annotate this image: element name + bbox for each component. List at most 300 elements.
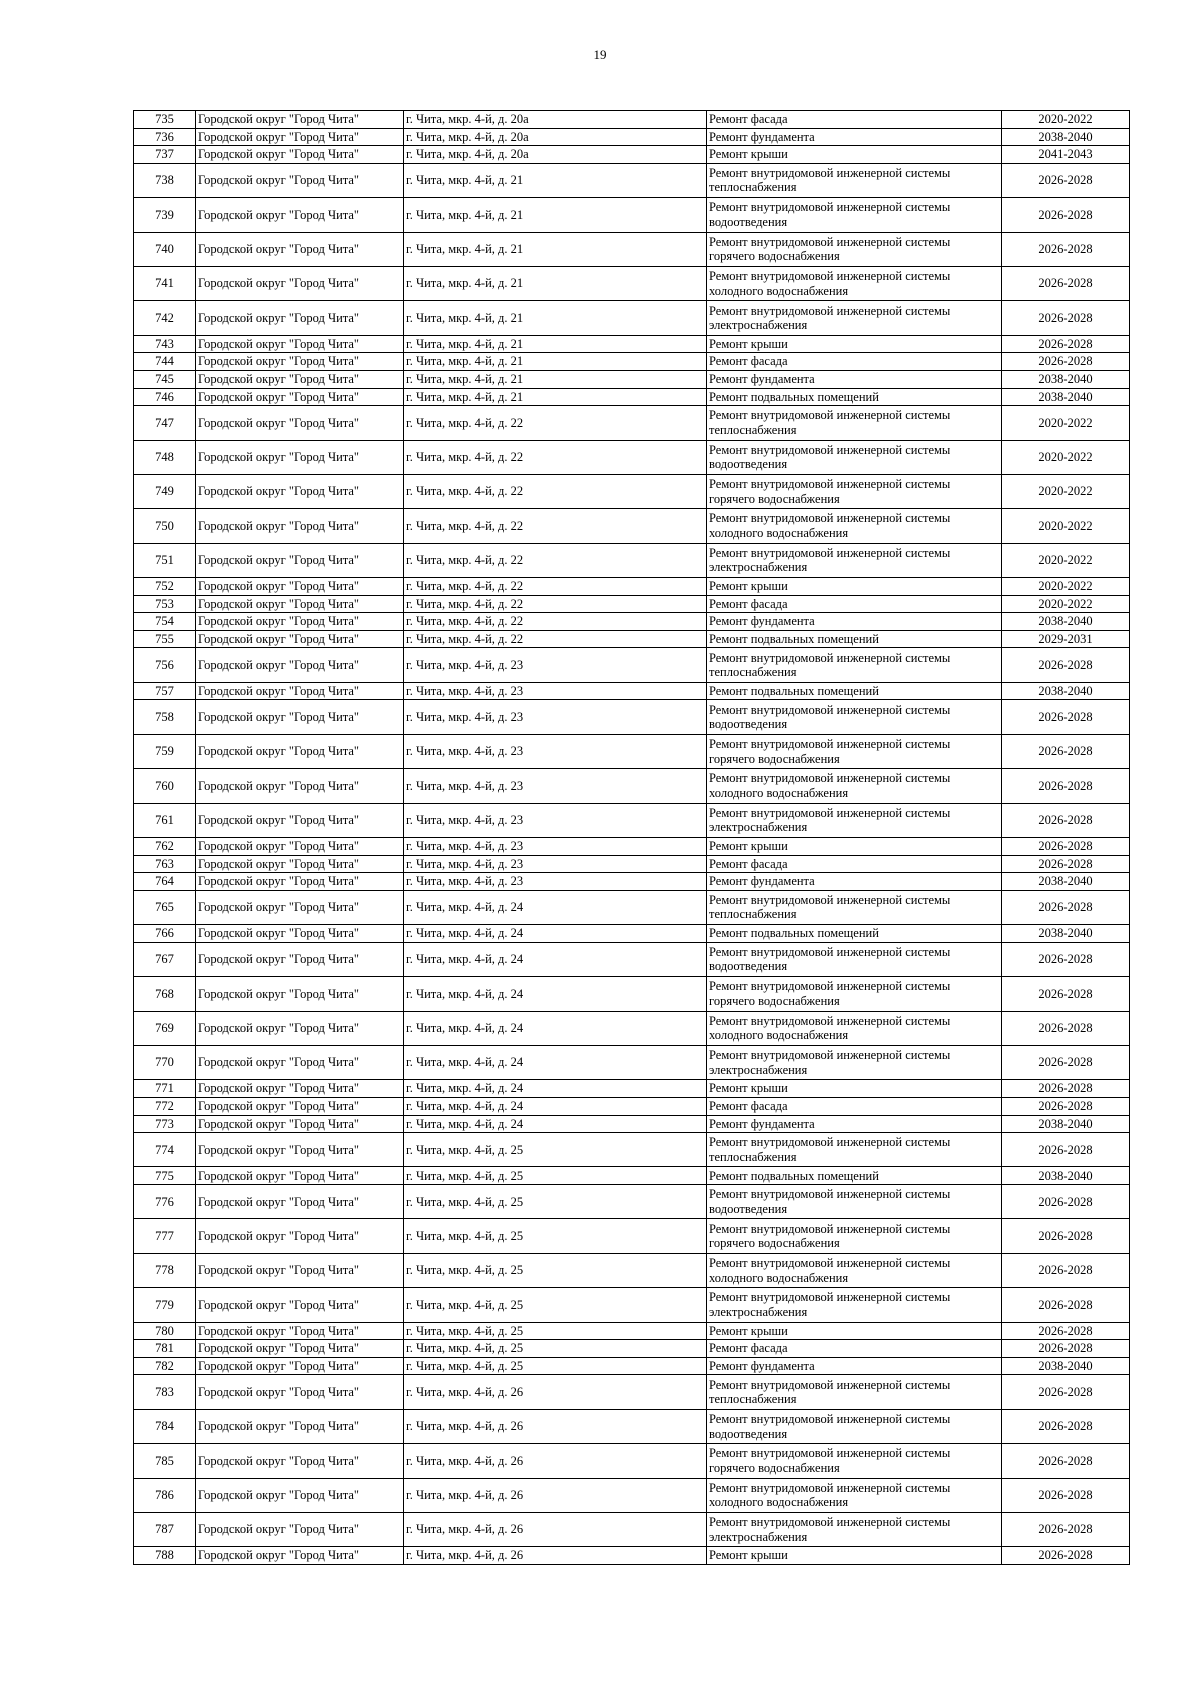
row-number: 736 [134, 128, 196, 146]
table-row [134, 146, 1130, 164]
address-cell: г. Чита, мкр. 4-й, д. 20а [404, 111, 707, 129]
period-cell: 2026-2028 [1002, 734, 1130, 768]
row-number: 768 [134, 977, 196, 1011]
table-row [134, 942, 1130, 976]
address-cell: г. Чита, мкр. 4-й, д. 25 [404, 1253, 707, 1287]
work-type-cell: Ремонт крыши [707, 335, 1002, 353]
work-type-cell: Ремонт фундамента [707, 1115, 1002, 1133]
address-cell: г. Чита, мкр. 4-й, д. 26 [404, 1375, 707, 1409]
work-type-cell: Ремонт крыши [707, 837, 1002, 855]
municipality-cell: Городской округ "Город Чита" [196, 1080, 404, 1098]
municipality-cell: Городской округ "Город Чита" [196, 388, 404, 406]
period-cell: 2038-2040 [1002, 613, 1130, 631]
table-row [134, 1115, 1130, 1133]
period-cell: 2026-2028 [1002, 890, 1130, 924]
period-cell: 2026-2028 [1002, 942, 1130, 976]
municipality-cell: Городской округ "Город Чита" [196, 1133, 404, 1167]
row-number: 779 [134, 1288, 196, 1322]
row-number: 786 [134, 1478, 196, 1512]
period-cell: 2026-2028 [1002, 803, 1130, 837]
address-cell: г. Чита, мкр. 4-й, д. 21 [404, 232, 707, 266]
address-cell: г. Чита, мкр. 4-й, д. 25 [404, 1288, 707, 1322]
work-type-cell: Ремонт внутридомовой инженерной системы теплоснабжения [707, 1133, 1002, 1167]
municipality-cell: Городской округ "Город Чита" [196, 1097, 404, 1115]
row-number: 760 [134, 769, 196, 803]
municipality-cell: Городской округ "Город Чита" [196, 1322, 404, 1340]
row-number: 780 [134, 1322, 196, 1340]
table-row [134, 595, 1130, 613]
table-row [134, 128, 1130, 146]
period-cell: 2026-2028 [1002, 1288, 1130, 1322]
address-cell: г. Чита, мкр. 4-й, д. 25 [404, 1133, 707, 1167]
address-cell: г. Чита, мкр. 4-й, д. 24 [404, 1097, 707, 1115]
work-type-cell: Ремонт внутридомовой инженерной системы теплоснабжения [707, 406, 1002, 440]
period-cell: 2026-2028 [1002, 648, 1130, 682]
table-row [134, 1219, 1130, 1253]
row-number: 777 [134, 1219, 196, 1253]
row-number: 781 [134, 1340, 196, 1358]
municipality-cell: Городской округ "Город Чита" [196, 682, 404, 700]
row-number: 782 [134, 1357, 196, 1375]
address-cell: г. Чита, мкр. 4-й, д. 26 [404, 1512, 707, 1546]
address-cell: г. Чита, мкр. 4-й, д. 24 [404, 925, 707, 943]
table-row [134, 890, 1130, 924]
address-cell: г. Чита, мкр. 4-й, д. 23 [404, 837, 707, 855]
work-type-cell: Ремонт внутридомовой инженерной системы водоотведения [707, 440, 1002, 474]
municipality-cell: Городской округ "Город Чита" [196, 1219, 404, 1253]
row-number: 787 [134, 1512, 196, 1546]
table-row [134, 163, 1130, 197]
row-number: 754 [134, 613, 196, 631]
work-type-cell: Ремонт внутридомовой инженерной системы горячего водоснабжения [707, 1444, 1002, 1478]
address-cell: г. Чита, мкр. 4-й, д. 23 [404, 734, 707, 768]
work-type-cell: Ремонт фундамента [707, 873, 1002, 891]
address-cell: г. Чита, мкр. 4-й, д. 21 [404, 301, 707, 335]
period-cell: 2026-2028 [1002, 1409, 1130, 1443]
municipality-cell: Городской округ "Город Чита" [196, 1512, 404, 1546]
municipality-cell: Городской округ "Город Чита" [196, 1357, 404, 1375]
work-type-cell: Ремонт фундамента [707, 128, 1002, 146]
table-row [134, 1080, 1130, 1098]
work-type-cell: Ремонт внутридомовой инженерной системы электроснабжения [707, 803, 1002, 837]
row-number: 784 [134, 1409, 196, 1443]
municipality-cell: Городской округ "Город Чита" [196, 335, 404, 353]
address-cell: г. Чита, мкр. 4-й, д. 22 [404, 595, 707, 613]
address-cell: г. Чита, мкр. 4-й, д. 23 [404, 803, 707, 837]
municipality-cell: Городской округ "Город Чита" [196, 1011, 404, 1045]
address-cell: г. Чита, мкр. 4-й, д. 24 [404, 890, 707, 924]
row-number: 750 [134, 509, 196, 543]
row-number: 778 [134, 1253, 196, 1287]
municipality-cell: Городской округ "Город Чита" [196, 1115, 404, 1133]
table-row [134, 977, 1130, 1011]
period-cell: 2026-2028 [1002, 1219, 1130, 1253]
address-cell: г. Чита, мкр. 4-й, д. 21 [404, 335, 707, 353]
period-cell: 2020-2022 [1002, 595, 1130, 613]
period-cell: 2038-2040 [1002, 1115, 1130, 1133]
work-type-cell: Ремонт подвальных помещений [707, 1167, 1002, 1185]
work-type-cell: Ремонт фундамента [707, 1357, 1002, 1375]
address-cell: г. Чита, мкр. 4-й, д. 21 [404, 198, 707, 232]
period-cell: 2026-2028 [1002, 1444, 1130, 1478]
work-type-cell: Ремонт фундамента [707, 370, 1002, 388]
period-cell: 2026-2028 [1002, 837, 1130, 855]
work-type-cell: Ремонт внутридомовой инженерной системы холодного водоснабжения [707, 509, 1002, 543]
period-cell: 2026-2028 [1002, 1133, 1130, 1167]
municipality-cell: Городской округ "Город Чита" [196, 1375, 404, 1409]
work-type-cell: Ремонт внутридомовой инженерной системы холодного водоснабжения [707, 769, 1002, 803]
work-type-cell: Ремонт подвальных помещений [707, 925, 1002, 943]
municipality-cell: Городской округ "Город Чита" [196, 630, 404, 648]
period-cell: 2026-2028 [1002, 163, 1130, 197]
municipality-cell: Городской округ "Город Чита" [196, 700, 404, 734]
row-number: 783 [134, 1375, 196, 1409]
work-type-cell: Ремонт крыши [707, 578, 1002, 596]
work-type-cell: Ремонт крыши [707, 1547, 1002, 1565]
period-cell: 2041-2043 [1002, 146, 1130, 164]
row-number: 743 [134, 335, 196, 353]
table-row [134, 1444, 1130, 1478]
municipality-cell: Городской округ "Город Чита" [196, 146, 404, 164]
period-cell: 2026-2028 [1002, 1045, 1130, 1079]
table-row [134, 1547, 1130, 1565]
period-cell: 2026-2028 [1002, 855, 1130, 873]
period-cell: 2026-2028 [1002, 1340, 1130, 1358]
municipality-cell: Городской округ "Город Чита" [196, 734, 404, 768]
period-cell: 2026-2028 [1002, 1512, 1130, 1546]
work-type-cell: Ремонт внутридомовой инженерной системы теплоснабжения [707, 1375, 1002, 1409]
work-type-cell: Ремонт внутридомовой инженерной системы водоотведения [707, 942, 1002, 976]
row-number: 764 [134, 873, 196, 891]
table-row [134, 925, 1130, 943]
table-row [134, 1011, 1130, 1045]
work-type-cell: Ремонт внутридомовой инженерной системы электроснабжения [707, 1288, 1002, 1322]
period-cell: 2026-2028 [1002, 1375, 1130, 1409]
table-row [134, 1409, 1130, 1443]
period-cell: 2038-2040 [1002, 925, 1130, 943]
row-number: 762 [134, 837, 196, 855]
municipality-cell: Городской округ "Город Чита" [196, 1253, 404, 1287]
table-row [134, 1288, 1130, 1322]
period-cell: 2020-2022 [1002, 543, 1130, 577]
municipality-cell: Городской округ "Город Чита" [196, 163, 404, 197]
address-cell: г. Чита, мкр. 4-й, д. 21 [404, 266, 707, 300]
municipality-cell: Городской округ "Город Чита" [196, 595, 404, 613]
address-cell: г. Чита, мкр. 4-й, д. 23 [404, 700, 707, 734]
municipality-cell: Городской округ "Город Чита" [196, 925, 404, 943]
municipality-cell: Городской округ "Город Чита" [196, 128, 404, 146]
municipality-cell: Городской округ "Город Чита" [196, 370, 404, 388]
row-number: 742 [134, 301, 196, 335]
period-cell: 2020-2022 [1002, 406, 1130, 440]
row-number: 761 [134, 803, 196, 837]
municipality-cell: Городской округ "Город Чита" [196, 613, 404, 631]
table-row [134, 1167, 1130, 1185]
address-cell: г. Чита, мкр. 4-й, д. 23 [404, 873, 707, 891]
table-row [134, 1253, 1130, 1287]
work-type-cell: Ремонт внутридомовой инженерной системы водоотведения [707, 198, 1002, 232]
address-cell: г. Чита, мкр. 4-й, д. 20а [404, 146, 707, 164]
period-cell: 2026-2028 [1002, 769, 1130, 803]
work-type-cell: Ремонт фасада [707, 1340, 1002, 1358]
work-type-cell: Ремонт крыши [707, 1080, 1002, 1098]
period-cell: 2026-2028 [1002, 1097, 1130, 1115]
work-type-cell: Ремонт внутридомовой инженерной системы электроснабжения [707, 301, 1002, 335]
row-number: 739 [134, 198, 196, 232]
address-cell: г. Чита, мкр. 4-й, д. 24 [404, 942, 707, 976]
table-row [134, 353, 1130, 371]
work-type-cell: Ремонт внутридомовой инженерной системы горячего водоснабжения [707, 734, 1002, 768]
period-cell: 2026-2028 [1002, 1080, 1130, 1098]
period-cell: 2026-2028 [1002, 977, 1130, 1011]
address-cell: г. Чита, мкр. 4-й, д. 26 [404, 1409, 707, 1443]
municipality-cell: Городской округ "Город Чита" [196, 1478, 404, 1512]
period-cell: 2026-2028 [1002, 301, 1130, 335]
municipality-cell: Городской округ "Город Чита" [196, 198, 404, 232]
row-number: 752 [134, 578, 196, 596]
municipality-cell: Городской округ "Город Чита" [196, 1547, 404, 1565]
address-cell: г. Чита, мкр. 4-й, д. 25 [404, 1322, 707, 1340]
address-cell: г. Чита, мкр. 4-й, д. 22 [404, 543, 707, 577]
period-cell: 2026-2028 [1002, 1322, 1130, 1340]
address-cell: г. Чита, мкр. 4-й, д. 25 [404, 1185, 707, 1219]
table-row [134, 198, 1130, 232]
period-cell: 2020-2022 [1002, 509, 1130, 543]
address-cell: г. Чита, мкр. 4-й, д. 21 [404, 388, 707, 406]
municipality-cell: Городской округ "Город Чита" [196, 440, 404, 474]
table-row [134, 1133, 1130, 1167]
municipality-cell: Городской округ "Город Чита" [196, 543, 404, 577]
row-number: 753 [134, 595, 196, 613]
row-number: 737 [134, 146, 196, 164]
table-row [134, 734, 1130, 768]
municipality-cell: Городской округ "Город Чита" [196, 266, 404, 300]
table-row [134, 1045, 1130, 1079]
address-cell: г. Чита, мкр. 4-й, д. 22 [404, 613, 707, 631]
table-row [134, 111, 1130, 129]
row-number: 774 [134, 1133, 196, 1167]
municipality-cell: Городской округ "Город Чита" [196, 1409, 404, 1443]
work-type-cell: Ремонт внутридомовой инженерной системы водоотведения [707, 1185, 1002, 1219]
work-type-cell: Ремонт внутридомовой инженерной системы холодного водоснабжения [707, 1011, 1002, 1045]
municipality-cell: Городской округ "Город Чита" [196, 890, 404, 924]
table-row [134, 769, 1130, 803]
row-number: 748 [134, 440, 196, 474]
period-cell: 2029-2031 [1002, 630, 1130, 648]
row-number: 775 [134, 1167, 196, 1185]
period-cell: 2026-2028 [1002, 1253, 1130, 1287]
work-type-cell: Ремонт внутридомовой инженерной системы теплоснабжения [707, 648, 1002, 682]
table-row [134, 335, 1130, 353]
row-number: 767 [134, 942, 196, 976]
row-number: 738 [134, 163, 196, 197]
row-number: 744 [134, 353, 196, 371]
work-type-cell: Ремонт внутридомовой инженерной системы теплоснабжения [707, 890, 1002, 924]
address-cell: г. Чита, мкр. 4-й, д. 26 [404, 1478, 707, 1512]
table-row [134, 837, 1130, 855]
address-cell: г. Чита, мкр. 4-й, д. 24 [404, 1045, 707, 1079]
table-row [134, 1357, 1130, 1375]
work-type-cell: Ремонт внутридомовой инженерной системы холодного водоснабжения [707, 1253, 1002, 1287]
address-cell: г. Чита, мкр. 4-й, д. 22 [404, 578, 707, 596]
municipality-cell: Городской округ "Город Чита" [196, 353, 404, 371]
row-number: 740 [134, 232, 196, 266]
municipality-cell: Городской округ "Город Чита" [196, 1045, 404, 1079]
table-row [134, 1322, 1130, 1340]
work-type-cell: Ремонт внутридомовой инженерной системы теплоснабжения [707, 163, 1002, 197]
municipality-cell: Городской округ "Город Чита" [196, 837, 404, 855]
address-cell: г. Чита, мкр. 4-й, д. 23 [404, 682, 707, 700]
row-number: 746 [134, 388, 196, 406]
row-number: 788 [134, 1547, 196, 1565]
row-number: 749 [134, 474, 196, 508]
table-row [134, 578, 1130, 596]
table-row [134, 682, 1130, 700]
period-cell: 2038-2040 [1002, 682, 1130, 700]
period-cell: 2038-2040 [1002, 1357, 1130, 1375]
row-number: 759 [134, 734, 196, 768]
period-cell: 2026-2028 [1002, 1547, 1130, 1565]
row-number: 735 [134, 111, 196, 129]
address-cell: г. Чита, мкр. 4-й, д. 21 [404, 353, 707, 371]
municipality-cell: Городской округ "Город Чита" [196, 474, 404, 508]
row-number: 772 [134, 1097, 196, 1115]
period-cell: 2026-2028 [1002, 1185, 1130, 1219]
municipality-cell: Городской округ "Город Чита" [196, 873, 404, 891]
work-type-cell: Ремонт крыши [707, 1322, 1002, 1340]
municipality-cell: Городской округ "Город Чита" [196, 1340, 404, 1358]
address-cell: г. Чита, мкр. 4-й, д. 23 [404, 855, 707, 873]
period-cell: 2026-2028 [1002, 198, 1130, 232]
work-type-cell: Ремонт внутридомовой инженерной системы электроснабжения [707, 543, 1002, 577]
address-cell: г. Чита, мкр. 4-й, д. 24 [404, 1080, 707, 1098]
period-cell: 2038-2040 [1002, 128, 1130, 146]
municipality-cell: Городской округ "Город Чита" [196, 301, 404, 335]
period-cell: 2038-2040 [1002, 388, 1130, 406]
municipality-cell: Городской округ "Город Чита" [196, 648, 404, 682]
address-cell: г. Чита, мкр. 4-й, д. 25 [404, 1357, 707, 1375]
municipality-cell: Городской округ "Город Чита" [196, 1444, 404, 1478]
repair-schedule-table [133, 110, 1130, 1565]
table-row [134, 1478, 1130, 1512]
address-cell: г. Чита, мкр. 4-й, д. 23 [404, 769, 707, 803]
work-type-cell: Ремонт фасада [707, 353, 1002, 371]
work-type-cell: Ремонт внутридомовой инженерной системы водоотведения [707, 1409, 1002, 1443]
municipality-cell: Городской округ "Город Чита" [196, 1185, 404, 1219]
address-cell: г. Чита, мкр. 4-й, д. 22 [404, 509, 707, 543]
municipality-cell: Городской округ "Город Чита" [196, 509, 404, 543]
municipality-cell: Городской округ "Город Чита" [196, 406, 404, 440]
work-type-cell: Ремонт подвальных помещений [707, 630, 1002, 648]
work-type-cell: Ремонт внутридомовой инженерной системы горячего водоснабжения [707, 977, 1002, 1011]
table-row [134, 700, 1130, 734]
row-number: 769 [134, 1011, 196, 1045]
municipality-cell: Городской округ "Город Чита" [196, 942, 404, 976]
table-row [134, 1512, 1130, 1546]
table-row [134, 301, 1130, 335]
work-type-cell: Ремонт внутридомовой инженерной системы холодного водоснабжения [707, 1478, 1002, 1512]
address-cell: г. Чита, мкр. 4-й, д. 25 [404, 1219, 707, 1253]
table-row [134, 474, 1130, 508]
period-cell: 2038-2040 [1002, 873, 1130, 891]
address-cell: г. Чита, мкр. 4-й, д. 22 [404, 630, 707, 648]
address-cell: г. Чита, мкр. 4-й, д. 22 [404, 440, 707, 474]
work-type-cell: Ремонт внутридомовой инженерной системы электроснабжения [707, 1045, 1002, 1079]
work-type-cell: Ремонт внутридомовой инженерной системы электроснабжения [707, 1512, 1002, 1546]
work-type-cell: Ремонт внутридомовой инженерной системы горячего водоснабжения [707, 232, 1002, 266]
table-row [134, 232, 1130, 266]
table-row [134, 855, 1130, 873]
row-number: 747 [134, 406, 196, 440]
municipality-cell: Городской округ "Город Чита" [196, 977, 404, 1011]
work-type-cell: Ремонт внутридомовой инженерной системы водоотведения [707, 700, 1002, 734]
work-type-cell: Ремонт подвальных помещений [707, 388, 1002, 406]
row-number: 755 [134, 630, 196, 648]
table-row [134, 543, 1130, 577]
row-number: 765 [134, 890, 196, 924]
address-cell: г. Чита, мкр. 4-й, д. 25 [404, 1167, 707, 1185]
address-cell: г. Чита, мкр. 4-й, д. 22 [404, 474, 707, 508]
work-type-cell: Ремонт крыши [707, 146, 1002, 164]
work-type-cell: Ремонт фундамента [707, 613, 1002, 631]
work-type-cell: Ремонт внутридомовой инженерной системы холодного водоснабжения [707, 266, 1002, 300]
table-row [134, 803, 1130, 837]
row-number: 741 [134, 266, 196, 300]
work-type-cell: Ремонт фасада [707, 111, 1002, 129]
table-row [134, 266, 1130, 300]
address-cell: г. Чита, мкр. 4-й, д. 23 [404, 648, 707, 682]
work-type-cell: Ремонт фасада [707, 855, 1002, 873]
table-row [134, 1375, 1130, 1409]
period-cell: 2026-2028 [1002, 700, 1130, 734]
address-cell: г. Чита, мкр. 4-й, д. 25 [404, 1340, 707, 1358]
table-row [134, 648, 1130, 682]
address-cell: г. Чита, мкр. 4-й, д. 24 [404, 977, 707, 1011]
row-number: 785 [134, 1444, 196, 1478]
address-cell: г. Чита, мкр. 4-й, д. 21 [404, 163, 707, 197]
period-cell: 2038-2040 [1002, 1167, 1130, 1185]
table-row [134, 388, 1130, 406]
row-number: 771 [134, 1080, 196, 1098]
row-number: 756 [134, 648, 196, 682]
table-body [134, 111, 1130, 1565]
period-cell: 2026-2028 [1002, 1478, 1130, 1512]
work-type-cell: Ремонт внутридомовой инженерной системы горячего водоснабжения [707, 474, 1002, 508]
page-number: 19 [593, 47, 607, 62]
municipality-cell: Городской округ "Город Чита" [196, 769, 404, 803]
municipality-cell: Городской округ "Город Чита" [196, 855, 404, 873]
period-cell: 2026-2028 [1002, 353, 1130, 371]
address-cell: г. Чита, мкр. 4-й, д. 26 [404, 1444, 707, 1478]
work-type-cell: Ремонт фасада [707, 1097, 1002, 1115]
period-cell: 2038-2040 [1002, 370, 1130, 388]
period-cell: 2020-2022 [1002, 440, 1130, 474]
address-cell: г. Чита, мкр. 4-й, д. 26 [404, 1547, 707, 1565]
period-cell: 2026-2028 [1002, 266, 1130, 300]
municipality-cell: Городской округ "Город Чита" [196, 803, 404, 837]
period-cell: 2026-2028 [1002, 335, 1130, 353]
table-row [134, 613, 1130, 631]
address-cell: г. Чита, мкр. 4-й, д. 22 [404, 406, 707, 440]
row-number: 770 [134, 1045, 196, 1079]
period-cell: 2020-2022 [1002, 111, 1130, 129]
table-row [134, 406, 1130, 440]
address-cell: г. Чита, мкр. 4-й, д. 24 [404, 1115, 707, 1133]
row-number: 757 [134, 682, 196, 700]
row-number: 763 [134, 855, 196, 873]
municipality-cell: Городской округ "Город Чита" [196, 1167, 404, 1185]
table-row [134, 370, 1130, 388]
